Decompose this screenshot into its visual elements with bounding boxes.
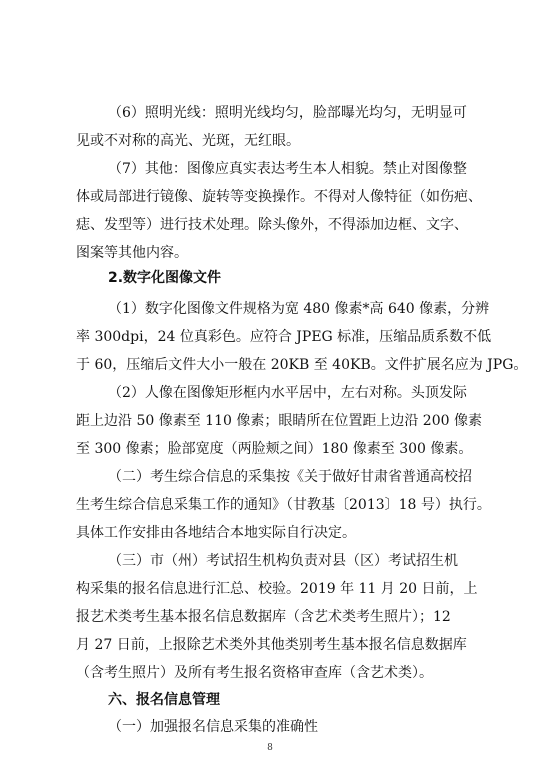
paragraph-line: 痣、发型等）进行技术处理。除头像外，不得添加边框、文字、 bbox=[76, 217, 468, 233]
paragraph-line: 构采集的报名信息进行汇总、校验。2019 年 11 月 20 日前，上 bbox=[76, 581, 478, 597]
paragraph-line: 距上边沿 50 像素至 110 像素；眼睛所在位置距上边沿 200 像素 bbox=[76, 413, 482, 429]
paragraph-line: （2）人像在图像矩形框内水平居中，左右对称。头顶发际 bbox=[108, 385, 467, 401]
paragraph-line: 生考生综合信息采集工作的通知》（甘教基〔2013〕18 号）执行。 bbox=[76, 497, 491, 513]
subsection-heading: （一）加强报名信息采集的准确性 bbox=[108, 719, 318, 735]
paragraph-line: 体或局部进行镜像、旋转等变换操作。不得对人像特征（如伤疤、 bbox=[76, 189, 482, 205]
paragraph-line: 月 27 日前，上报除艺术类外其他类别考生基本报名信息数据库 bbox=[76, 637, 467, 653]
paragraph-line: 见或不对称的高光、光斑，无红眼。 bbox=[76, 133, 300, 149]
paragraph-line: 至 300 像素；脸部宽度（两脸颊之间）180 像素至 300 像素。 bbox=[76, 441, 473, 457]
paragraph-line: （含考生照片）及所有考生报名资格审查库（含艺术类）。 bbox=[76, 665, 433, 681]
paragraph-line: 报艺术类考生基本报名信息数据库（含艺术类考生照片）；12 bbox=[76, 609, 451, 625]
paragraph-line: （三）市（州）考试招生机构负责对县（区）考试招生机 bbox=[108, 553, 458, 569]
section-heading: 六、报名信息管理 bbox=[108, 692, 220, 708]
paragraph-line: 图案等其他内容。 bbox=[76, 245, 188, 261]
paragraph-line: 于 60，压缩后文件大小一般在 20KB 至 40KB。文件扩展名应为 JPG。 bbox=[76, 357, 528, 373]
paragraph-line: 率 300dpi，24 位真彩色。应符合 JPEG 标准，压缩品质系数不低 bbox=[76, 329, 492, 345]
paragraph-line: （二）考生综合信息的采集按《关于做好甘肃省普通高校招 bbox=[108, 469, 472, 485]
section-heading: 2.数字化图像文件 bbox=[108, 270, 222, 286]
paragraph-line: （6）照明光线：照明光线均匀，脸部曝光均匀，无明显可 bbox=[108, 105, 467, 121]
page-number: 8 bbox=[267, 743, 273, 753]
paragraph-line: （1）数字化图像文件规格为宽 480 像素*高 640 像素，分辨 bbox=[108, 301, 490, 317]
paragraph-line: 具体工作安排由各地结合本地实际自行决定。 bbox=[76, 525, 356, 541]
paragraph-line: （7）其他：图像应真实表达考生本人相貌。禁止对图像整 bbox=[108, 161, 467, 177]
